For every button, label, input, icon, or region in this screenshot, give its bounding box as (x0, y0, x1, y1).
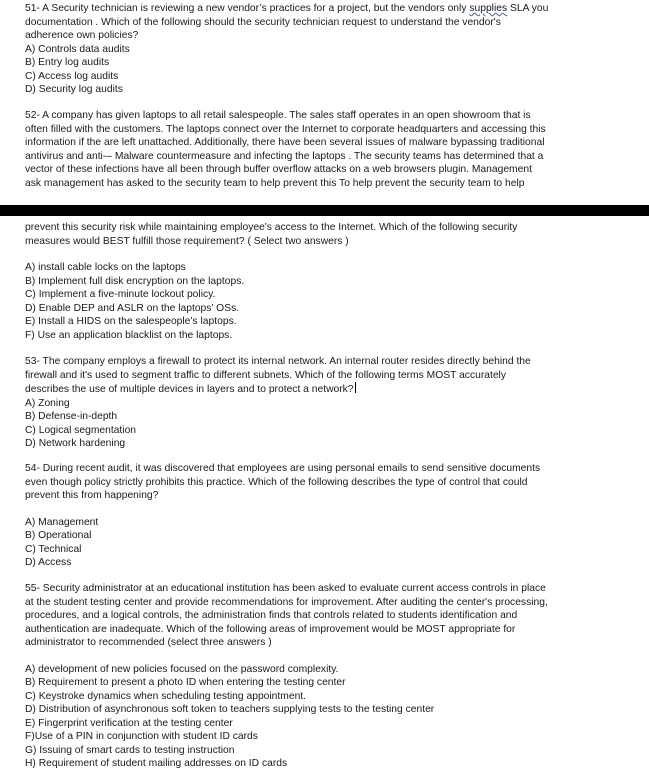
text-cursor (355, 382, 356, 393)
q55-stem-line-5: administrator to recommended (select three answers ) (25, 637, 272, 648)
page-break-bar (0, 205, 649, 216)
q55-option-d: D) Distribution of asynchronous soft token to teachers supplying tests to the testing center (25, 704, 435, 715)
q54-option-a: A) Management (25, 516, 99, 528)
q55-option-b: B) Requirement to present a photo ID when entering the testing center (25, 677, 346, 688)
q52-option-a: A) install cable locks on the laptops (25, 262, 186, 273)
q51-option-b: B) Entry log audits (25, 57, 110, 68)
q55-option-g: G) Issuing of smart cards to testing instruction (25, 744, 235, 756)
q55-option-h: H) Requirement of student mailing addresses on ID cards (25, 758, 288, 769)
q52-option-e: E) Install a HIDS on the salespeople’s laptops. (25, 316, 237, 327)
q51-stem-line-3: adherence own policies? (25, 30, 139, 41)
q54-stem-line-1: 54- During recent audit, it was discovered that employees are using personal emails to send sensitive documents (25, 463, 541, 474)
q53-stem-line-1: 53- The company employs a firewall to protect its internal network. An internal router resides directly behind the (25, 356, 531, 367)
question-54 (25, 462, 625, 570)
q52-stem-line-3: information if the are left unattached. Additionally, there have been several issues of malware bypassing traditional (25, 137, 545, 148)
q51-stem-line-2: documentation . Which of the following should the security technician request to understand the vendor's (25, 16, 501, 28)
q52-stem-line-4: antivirus and anti-– Malware countermeasure and infecting the laptops . The security teams has determined that a (25, 150, 544, 162)
q54-stem-line-3: prevent this from happening? (25, 490, 159, 501)
q51-option-a: A) Controls data audits (25, 43, 130, 55)
q55-option-f: F)Use of a PIN in conjunction with student ID cards (25, 731, 258, 742)
question-52 (25, 109, 625, 190)
q55-stem-line-4: authentication are inadequate. Which of the following areas of improvement would be MOST appropriate for (25, 623, 516, 635)
q54-option-b: B) Operational (25, 530, 92, 541)
q53-stem-line-2: firewall and it's used to segment traffic to different subnets. Which of the following terms MOST accurately (25, 369, 506, 381)
q55-option-e: E) Fingerprint verification at the testing center (25, 717, 233, 729)
q52-cont-line-1: prevent this security risk while maintaining employee's access to the Internet. Which of the following security (25, 222, 518, 233)
q52-option-d: D) Enable DEP and ASLR on the laptops’ OSs. (25, 302, 240, 314)
q52-option-f: F) Use an application blacklist on the laptops. (25, 329, 233, 341)
q51-underlined-word: supplies (469, 3, 508, 14)
q51-option-c: C) Access log audits (25, 70, 119, 82)
q55-stem-line-1: 55- Security administrator at an educational institution has been asked to evaluate current access controls in place (25, 583, 546, 594)
q54-option-c: C) Technical (25, 543, 82, 555)
q52-stem-line-2: often filled with the customers. The laptops connect over the Internet to corporate headquarters and accessing this (25, 123, 546, 135)
q55-stem-line-3: procedures, and a logical controls, the administration finds that controls related to students identification and (25, 610, 518, 621)
q52-option-b: B) Implement full disk encryption on the laptops. (25, 275, 245, 287)
q51-stem-line-1: 51- A Security technician is reviewing a new vendor’s practices for a project, but the vendors only supplies SLA you (25, 3, 549, 14)
q52-cont-line-2: measures would BEST fulfill those requirement? ( Select two answers ) (25, 235, 349, 247)
q51-option-d: D) Security log audits (25, 84, 123, 95)
q53-option-a: A) Zoning (25, 397, 70, 409)
q52-stem-line-5: vector of these infections have all been through buffer overflow attacks on a web browsers plugin. Management (25, 164, 532, 175)
q55-stem-line-2: at the student testing center and provide recommendations for improvement. After auditing the center's processing, (25, 596, 548, 608)
q55-option-c: C) Keystroke dynamics when scheduling testing appointment. (25, 690, 307, 702)
q53-option-b: B) Defense-in-depth (25, 411, 118, 422)
q53-stem-line-3: describes the use of multiple devices in layers and to protect a network? (25, 384, 354, 395)
q55-option-a: A) development of new policies focused on the password complexity. (25, 663, 339, 675)
question-55 (25, 582, 625, 771)
q52-option-c: C) Implement a five-minute lockout policy. (25, 289, 216, 300)
q52-stem-line-6: ask management has asked to the security team to help prevent this To help prevent the security team to help (25, 177, 525, 189)
question-53 (25, 355, 625, 451)
q52-stem-line-1: 52- A company has given laptops to all retail salespeople. The sales staff operates in an open showroom that is (25, 110, 531, 121)
q54-option-d: D) Access (25, 557, 72, 568)
q53-option-c: C) Logical segmentation (25, 424, 137, 436)
q54-stem-line-2: even though policy strictly prohibits this practice. Which of the following describes the type of control that could (25, 476, 528, 488)
question-52-continued (25, 221, 625, 342)
question-51 (25, 2, 625, 97)
q53-option-d: D) Network hardening (25, 438, 126, 449)
